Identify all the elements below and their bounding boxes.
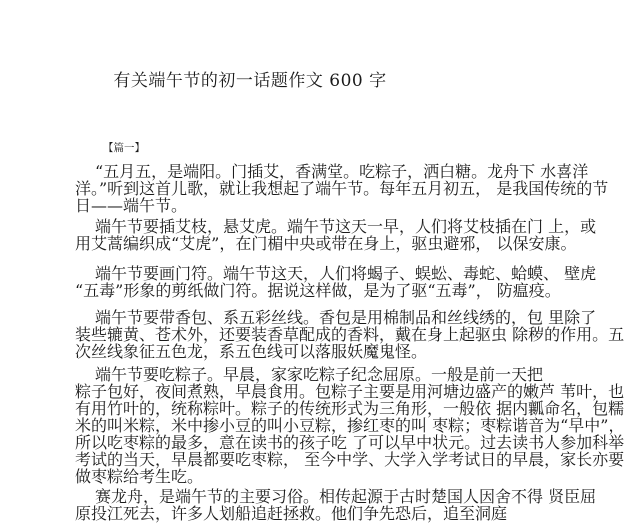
paragraph xyxy=(75,159,609,215)
paragraph xyxy=(75,362,624,486)
paragraph-line: 原投江死去，许多人划船追赶拯救。他们争先恐后，追至洞庭 xyxy=(75,504,508,523)
paragraph-line: 次丝线象征五色龙，系五色线可以落服妖魔鬼怪。 xyxy=(75,342,428,361)
paragraph-line: 赛龙舟，是端午节的主要习俗。相传起源于古时楚国人因舍不得 贤臣屈 xyxy=(95,487,597,506)
paragraph-line: 装些辘黄、苍术外，还要装香草配成的香料，戴在身上起驱虫 除秽的作用。五 xyxy=(75,325,624,344)
paragraph-line: 米的叫米粽，米中掺小豆的叫小豆粽，掺红枣的叫 枣粽；枣粽谐音为“早中”， xyxy=(75,416,624,435)
paragraph-line: 洋。”听到这首儿歌，就让我想起了端午节。每年五月初五， 是我国传统的节 xyxy=(75,179,609,198)
paragraph xyxy=(75,261,597,300)
paragraph xyxy=(75,214,597,253)
paragraph-line: 端午节要带香包、系五彩丝线。香包是用棉制品和丝线绣的，包 里除了 xyxy=(95,308,597,327)
paragraph-line: “五毒”形象的剪纸做门符。据说这样做，是为了驱“五毒”， 防瘟疫。 xyxy=(75,281,561,300)
paragraph-line: 有用竹叶的，统称粽叶。粽子的传统形式为三角形，一般依 据内瓤命名，包糯 xyxy=(75,399,624,418)
document-title: 有关端午节的初一话题作文 600 字 xyxy=(113,71,387,91)
paragraph-line: “五月五，是端阳。门插艾，香满堂。吃粽子，洒白糖。龙舟下 水喜洋 xyxy=(95,162,589,181)
paragraph-line: 粽子包好，夜间煮熟，早晨食用。包粽子主要是用河塘边盛产的嫩芦 苇叶，也 xyxy=(75,382,624,401)
paragraph-line: 考试的当天，早晨都要吃枣粽， 至今中学、大学入学考试日的早晨，家长亦要 xyxy=(75,450,624,469)
paragraph-line: 所以吃枣粽的最多，意在读书的孩子吃 了可以早中状元。过去读书人参加科举 xyxy=(75,433,624,452)
paragraph xyxy=(75,305,624,361)
paragraph-line: 日——端午节。 xyxy=(75,196,188,215)
paragraph-line: 端午节要画门符。端午节这天，人们将蝎子、蜈蚣、毒蛇、蛤蟆、 壁虎 xyxy=(95,264,597,283)
paragraph-line: 做枣粽给考生吃。 xyxy=(75,467,204,486)
paragraph-line: 端午节要吃粽子。早晨，家家吃粽子纪念屈原。一般是前一天把 xyxy=(95,365,544,384)
section-label: 【篇一】 xyxy=(103,142,145,154)
paragraph-line: 端午节要插艾枝，悬艾虎。端午节这天一早，人们将艾枝插在门 上，或 xyxy=(95,217,597,236)
paragraph xyxy=(75,484,597,523)
paragraph-line: 用艾蒿编织成“艾虎”，在门楣中央或带在身上，驱虫避邪， 以保安康。 xyxy=(75,234,577,253)
